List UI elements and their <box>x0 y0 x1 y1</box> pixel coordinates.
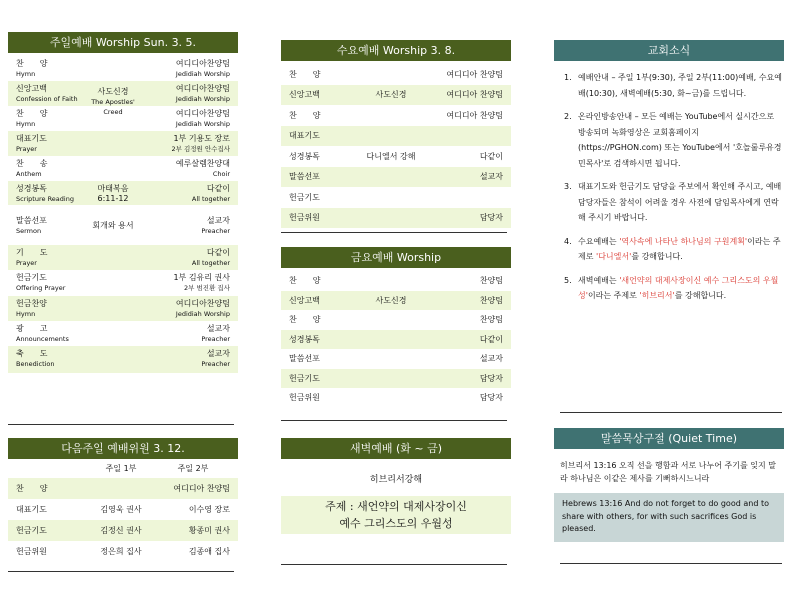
table-row <box>281 146 511 167</box>
row-leader <box>140 84 230 104</box>
row-leader <box>140 59 230 79</box>
table-row <box>8 245 238 270</box>
row-leader <box>140 134 230 154</box>
row-label-ko: 성경봉독 <box>16 184 47 193</box>
dawn-theme-line1: 주제 : 새언약의 대제사장이신 <box>325 500 467 513</box>
row-leader <box>140 159 230 179</box>
next-week-section <box>8 438 238 562</box>
table-row <box>8 296 238 321</box>
row-leader: 설교자 <box>479 354 503 364</box>
news-item-text: 예배안내 – 주일 1부(9:30), 주일 2부(11:00)예배, 수요예배(10:30), 새벽예배(5:30, 화~금)를 드립니다. <box>578 73 782 98</box>
row-label <box>16 184 86 204</box>
table-row <box>8 156 238 181</box>
table-row <box>281 291 511 311</box>
table-row <box>281 167 511 188</box>
table-row <box>8 520 238 541</box>
qt-korean: 히브리서 13:16 오직 선을 행함과 서로 나누어 주기를 잊지 말라 하나님은 이같은 제사를 기뻐하시느니라 <box>560 461 776 483</box>
row-label-en: Hymn <box>16 70 36 78</box>
row-leader: 찬양팀 <box>479 276 503 286</box>
table-row <box>281 126 511 147</box>
row-label <box>16 299 86 319</box>
row-leader: 찬양팀 <box>479 295 503 305</box>
row-leader: 여디디아 찬양팀 <box>446 69 503 79</box>
table-row <box>8 81 238 116</box>
row-leader-ko: 설교자 <box>206 324 230 333</box>
row-leader-en: 2부 김정원 안수집사 <box>171 145 230 153</box>
row-content-en: The Apostles' Creed <box>91 98 135 116</box>
row-label-en: Sermon <box>16 226 42 235</box>
row-leader-en: Jedidiah Worship <box>175 120 230 128</box>
wednesday-order-list <box>281 64 511 228</box>
news-item <box>564 70 782 101</box>
row-first-service: 김영욱 권사 <box>100 505 142 514</box>
row-label: 헌금위원 <box>16 547 47 556</box>
row-content-ko: 사도신경 <box>97 87 129 96</box>
row-content <box>86 221 140 231</box>
row-label-ko: 기 도 <box>16 248 48 257</box>
row-label-ko: 대표기도 <box>16 134 47 143</box>
row-leader: 여디디아 찬양팀 <box>446 110 503 120</box>
row-label-ko: 축 도 <box>16 349 48 358</box>
row-label <box>16 159 86 179</box>
divider <box>8 571 234 572</box>
row-leader-en: Choir <box>212 170 230 178</box>
row-leader-en: All together <box>191 195 230 203</box>
news-item-text: 이라는 주제로 <box>587 291 640 300</box>
row-leader <box>140 349 230 369</box>
sunday-section <box>8 32 238 373</box>
row-label-ko: 헌금기도 <box>16 273 47 282</box>
row-content <box>86 84 140 117</box>
dawn-theme <box>281 496 511 534</box>
row-leader: 담당자 <box>479 373 503 383</box>
row-label-en: Prayer <box>16 259 37 267</box>
next-week-col2: 주일 2부 <box>177 464 209 473</box>
table-row <box>8 56 238 81</box>
row-leader <box>140 273 230 293</box>
table-row <box>8 270 238 296</box>
news-item-text: 이라는 주제로 <box>578 236 781 261</box>
table-row <box>281 208 511 229</box>
row-label: 성경봉독 <box>289 151 320 161</box>
news-section <box>554 40 784 61</box>
row-label-ko: 신앙고백 <box>16 84 47 93</box>
table-row <box>8 478 238 499</box>
news-item-text: 수요예배는 <box>578 236 620 246</box>
row-label: 신앙고백 <box>289 295 320 305</box>
table-row <box>8 131 238 156</box>
row-label <box>16 109 86 129</box>
row-leader-ko: 설교자 <box>206 349 230 358</box>
table-row <box>8 499 238 520</box>
next-week-list <box>8 478 238 562</box>
news-item <box>564 109 782 171</box>
table-row <box>281 64 511 85</box>
row-label: 헌금기도 <box>16 526 47 535</box>
row-label <box>16 273 86 293</box>
row-leader: 찬양팀 <box>479 315 503 325</box>
table-row <box>8 321 238 346</box>
row-label: 성경봉독 <box>289 334 320 344</box>
news-item-text: 대표기도와 헌금기도 담당을 주보에서 확인해 주시고, 예배담당자들은 참석이 어려울 경우 사전에 담임목사에게 연락해 주시기 바랍니다. <box>578 182 782 222</box>
row-leader <box>140 109 230 129</box>
news-item <box>564 179 782 226</box>
news-item-text: '역사속에 나타난 하나님의 구원계획' <box>619 236 748 246</box>
row-content: 사도신경 <box>375 295 407 305</box>
row-label <box>16 59 86 79</box>
dawn-theme-line2: 예수 그리스도의 우월성 <box>339 517 453 530</box>
news-item-text: 새벽예배는 <box>578 275 620 285</box>
row-label <box>16 324 86 344</box>
row-leader: 다같이 <box>479 334 503 344</box>
row-leader-en: 2부 범진환 집사 <box>184 284 230 292</box>
row-leader-ko: 예루살렘찬양대 <box>175 159 230 168</box>
row-label-en: Announcements <box>16 335 69 343</box>
row-leader-en: Jedidiah Worship <box>175 95 230 103</box>
row-label: 신앙고백 <box>289 90 320 100</box>
row-leader-ko: 여디디아찬양팀 <box>175 109 230 118</box>
qt-section <box>554 428 784 542</box>
row-label-ko: 찬 송 <box>16 159 48 168</box>
news-item <box>564 273 782 304</box>
divider <box>560 412 782 413</box>
row-leader-ko: 설교자 <box>206 215 230 225</box>
row-content <box>86 184 140 204</box>
row-leader <box>140 248 230 268</box>
row-label <box>16 216 86 236</box>
divider <box>8 424 234 425</box>
news-item <box>564 234 782 265</box>
friday-order-list <box>281 271 511 408</box>
news-title: 교회소식 <box>554 40 784 61</box>
news-item-number: 3. <box>564 182 572 191</box>
sunday-order-list <box>8 56 238 373</box>
table-row <box>8 205 238 245</box>
qt-english: Hebrews 13:16 And do not forget to do good and to share with others, for with such sacrifices God is pleased. <box>554 493 784 542</box>
row-leader: 담당자 <box>479 213 503 223</box>
next-week-header-row <box>8 459 238 478</box>
news-item-text: 온라인방송안내 – 모든 예배는 YouTube에서 실시간으로 방송되며 녹화영상은 교회홈페이지(https://PGHON.com) 또는 YouTube에서 '호놀룰루유경민목사'로 검색하시면 됩니다. <box>578 112 782 168</box>
friday-section <box>281 247 511 408</box>
dawn-section <box>281 438 511 534</box>
row-leader: 담당자 <box>479 393 503 403</box>
row-leader <box>140 324 230 344</box>
row-leader-ko: 여디디아찬양팀 <box>175 299 230 308</box>
row-label-en: Offering Prayer <box>16 284 66 292</box>
table-row <box>281 187 511 208</box>
row-second-service: 황종미 권사 <box>188 526 230 535</box>
row-label <box>16 349 86 369</box>
table-row <box>281 388 511 408</box>
divider <box>281 420 507 421</box>
table-row <box>281 369 511 389</box>
friday-title: 금요예배 Worship <box>281 247 511 268</box>
row-label-ko: 찬 양 <box>16 59 48 68</box>
row-leader-ko: 여디디아찬양팀 <box>175 84 230 93</box>
row-first-service: 정은희 집사 <box>100 547 142 556</box>
row-label: 헌금위원 <box>289 393 320 403</box>
next-week-col1: 주일 1부 <box>105 464 137 473</box>
news-item-text: '새언약의 대제사장이신 예수 그리스도의 우월성' <box>578 275 779 300</box>
table-row <box>281 330 511 350</box>
row-second-service: 김종애 집사 <box>188 547 230 556</box>
news-item-text: 를 강해합니다. <box>674 291 727 300</box>
row-label <box>16 84 86 104</box>
row-label: 대표기도 <box>16 505 47 514</box>
row-leader <box>140 299 230 319</box>
row-leader-en: Preacher <box>201 226 230 235</box>
row-label-ko: 헌금찬양 <box>16 299 47 308</box>
row-label: 대표기도 <box>289 131 320 141</box>
row-leader-en: Preacher <box>201 335 230 343</box>
table-row <box>281 349 511 369</box>
row-leader-ko: 여디디아찬양팀 <box>175 59 230 68</box>
news-item-number: 1. <box>564 73 572 82</box>
row-content: 다니엘서 강해 <box>366 151 416 161</box>
row-leader-en: Jedidiah Worship <box>175 70 230 78</box>
row-label-en: Confession of Faith <box>16 95 78 103</box>
news-list <box>560 70 782 312</box>
wednesday-section <box>281 40 511 228</box>
row-label-en: Anthem <box>16 170 42 178</box>
table-row <box>8 541 238 562</box>
news-item-text: '다니엘서' <box>596 252 632 261</box>
next-week-title: 다음주일 예배위원 3. 12. <box>8 438 238 459</box>
row-second-service: 여디디아 찬양팀 <box>173 484 230 493</box>
table-row <box>281 105 511 126</box>
row-label <box>16 248 86 268</box>
row-label-ko: 찬 양 <box>16 109 48 118</box>
row-leader-ko: 다같이 <box>206 184 230 193</box>
dawn-title: 새벽예배 (화 ~ 금) <box>281 438 511 459</box>
row-label: 헌금기도 <box>289 192 320 202</box>
news-item-text: 를 강해합니다. <box>631 252 683 261</box>
row-label: 헌금위원 <box>289 213 320 223</box>
row-label: 말씀선포 <box>289 172 320 182</box>
row-leader-ko: 1부 기용도 장로 <box>173 134 230 143</box>
row-label: 헌금기도 <box>289 373 320 383</box>
row-label-en: Hymn <box>16 310 36 318</box>
row-label: 찬 양 <box>289 110 321 120</box>
news-item-number: 2. <box>564 112 572 121</box>
divider <box>281 232 507 233</box>
row-label-en: Benediction <box>16 360 55 368</box>
row-label: 찬 양 <box>289 69 321 79</box>
row-content: 사도신경 <box>375 90 407 100</box>
row-leader-ko: 다같이 <box>206 248 230 257</box>
row-label: 찬 양 <box>16 484 48 493</box>
row-label-en: Hymn <box>16 120 36 128</box>
qt-title: 말씀묵상구절 (Quiet Time) <box>554 428 784 449</box>
table-row <box>8 346 238 373</box>
row-leader: 다같이 <box>479 151 503 161</box>
wednesday-title: 수요예배 Worship 3. 8. <box>281 40 511 61</box>
row-label-en: Scripture Reading <box>16 195 74 203</box>
row-leader-ko: 1부 김유리 권사 <box>173 273 230 282</box>
row-leader-en: Preacher <box>201 360 230 368</box>
row-label-en: Prayer <box>16 145 37 153</box>
divider <box>281 564 507 565</box>
row-second-service: 이수영 장로 <box>188 505 230 514</box>
row-leader <box>140 184 230 204</box>
row-leader <box>140 216 230 236</box>
row-label: 말씀선포 <box>289 354 320 364</box>
row-label: 찬 양 <box>289 276 321 286</box>
divider <box>560 563 782 564</box>
row-label-ko: 말씀선포 <box>16 215 47 225</box>
row-content-ko: 마태복음 6:11-12 <box>97 184 129 203</box>
news-item-number: 5. <box>564 275 572 285</box>
row-leader: 여디디아 찬양팀 <box>446 90 503 100</box>
table-row <box>281 271 511 291</box>
dawn-book: 히브리서강해 <box>369 475 423 485</box>
row-leader-en: All together <box>191 259 230 267</box>
row-leader: 설교자 <box>479 172 503 182</box>
row-first-service: 김정신 권사 <box>100 526 142 535</box>
table-row <box>8 181 238 205</box>
row-label: 찬 양 <box>289 315 321 325</box>
news-item-number: 4. <box>564 236 572 246</box>
news-item-text: '히브리서' <box>639 291 675 300</box>
table-row <box>281 310 511 330</box>
table-row <box>281 85 511 106</box>
row-leader-en: Jedidiah Worship <box>175 310 230 318</box>
row-label-ko: 광 고 <box>16 324 48 333</box>
row-content-ko: 회개와 용서 <box>92 220 134 230</box>
row-label <box>16 134 86 154</box>
sunday-title: 주일예배 Worship Sun. 3. 5. <box>8 32 238 53</box>
